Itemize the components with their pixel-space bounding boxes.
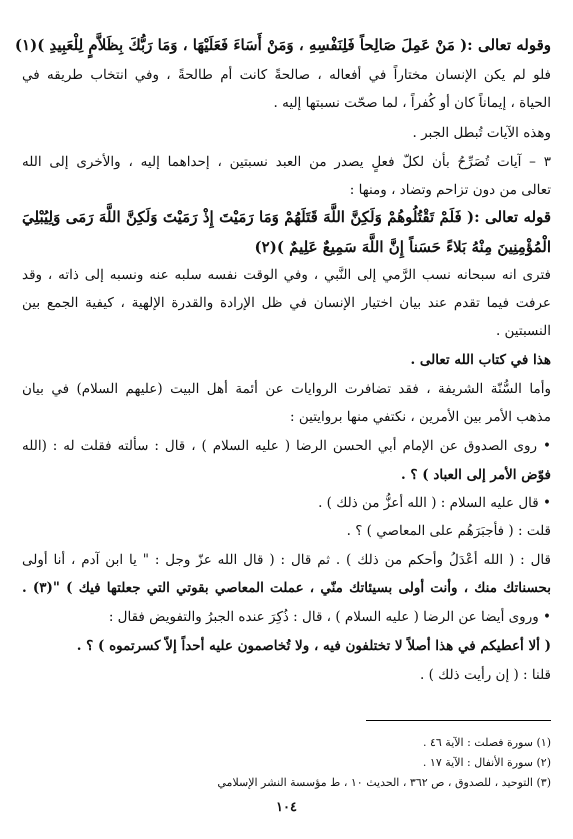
text-line-22: ( ألا أعطيكم في هذا أصلاً لا تختلفون فيه ، ولا تُخاصمون عليه أحداً إلاّ كسرتموه ) ؟ . xyxy=(76,638,551,654)
text-line-11: النسبتين . xyxy=(495,323,551,339)
text-line-18: قلت : ( فأجبَرَهُم على المعاصي ) ؟ . xyxy=(346,523,551,539)
text-line-2: فلو لم يكن الإنسان مختاراً في أفعاله ، صالحةً كانت أم طالحةً ، وفي انتخاب طريقه في xyxy=(22,67,551,83)
page-number: ١٠٤ xyxy=(276,800,297,815)
footnote-2: (٢) سورة الأنفال : الآية ١٧ . xyxy=(422,756,551,769)
text-line-6: تعالى من دون تزاحم وتضاد ، ومنها : xyxy=(349,182,551,198)
text-line-5: ٣ – آيات تُصَرِّحُ بأن لكلّ فعلٍ يصدر من العبد نسبتين ، إحداهما إليه ، والأخرى إلى الله xyxy=(22,154,551,170)
verse-line-8: الْمُؤْمِنِينَ مِنْهُ بَلاءً حَسَناً إِنَّ اللَّهَ سَمِيعٌ عَلِيمٌ )(٢) xyxy=(254,238,551,256)
text-line-23: قلنا : ( إن رأيت ذلك ) . xyxy=(420,667,551,683)
text-line-17: • قال عليه السلام : ( الله أعزُّ من ذلك ) . xyxy=(318,495,551,511)
text-line-13: وأما السُّنّة الشريفة ، فقد تضافرت الروايات عن أئمة أهل البيت (عليهم السلام) في بيان xyxy=(22,381,551,397)
text-line-9: فترى انه سبحانه نسب الرَّمي إلى النَّبي ، وفي الوقت نفسه سلبه عنه ونسبه إلى ذاته ، وقد xyxy=(22,267,551,283)
text-line-16: فوّض الأمر إلى العباد ) ؟ . xyxy=(400,467,551,483)
text-line-21: • وروى أيضا عن الرضا ( عليه السلام ) ، قال : ذُكِرَ عنده الجبرُ والتفويض فقال : xyxy=(108,609,551,625)
footnote-1: (١) سورة فصلت : الآية ٤٦ . xyxy=(422,736,551,749)
text-line-10: عرفت فيما تقدم عند بيان اختيار الإنسان في ظل الإرادة والقدرة الإلهية ، كيفية الجمع بين xyxy=(22,295,551,311)
verse-line-1: وقوله تعالى :( مَنْ عَمِلَ صَالِحاً فَلِنَفْسِهِ ، وَمَنْ أَسَاءَ فَعَلَيْهَا ، وَمَا رَبُّكَ بِظَلاَّمٍ لِلْعَبِيدِ )(١) xyxy=(14,36,551,54)
section-heading: هذا في كتاب الله تعالى . xyxy=(410,352,551,368)
text-line-19: قال : ( الله أعْدَلُ وأحكم من ذلك ) . ثم قال : ( قال الله عزّ وجل : " يا ابن آدم ، أنا أولى xyxy=(22,552,551,568)
footnote-divider xyxy=(366,720,551,721)
footnote-3: (٣) التوحيد ، للصدوق ، ص ٣٦٢ ، الحديث ١٠ ، ط مؤسسة النشر الإسلامي xyxy=(217,776,551,789)
text-line-15: • روى الصدوق عن الإمام أبي الحسن الرضا ( عليه السلام ) ، قال : سألته فقلت له : (الله xyxy=(22,438,551,454)
verse-line-7: قوله تعالى :( فَلَمْ تَقْتُلُوهُمْ وَلَكِنَّ اللَّهَ قَتَلَهُمْ وَمَا رَمَيْتَ إِذْ رَمَيْتَ وَلَكِنَّ اللَّهَ رَمَى وَلِيُبْلِيَ xyxy=(22,208,551,226)
text-line-14: مذهب الأمر بين الأمرين ، نكتفي منها بروايتين : xyxy=(290,409,551,425)
text-line-3: الحياة ، إيماناً كان أو كُفراً ، لما صحّت نسبتها إليه . xyxy=(273,95,551,111)
text-line-4: وهذه الآيات تُبطل الجبر . xyxy=(412,125,551,141)
text-line-20: بحسناتك منك ، وأنت أولى بسيئاتك منّي ، عملت المعاصي بقوتي التي جعلتها فيك ) "(٣) . xyxy=(22,580,551,596)
